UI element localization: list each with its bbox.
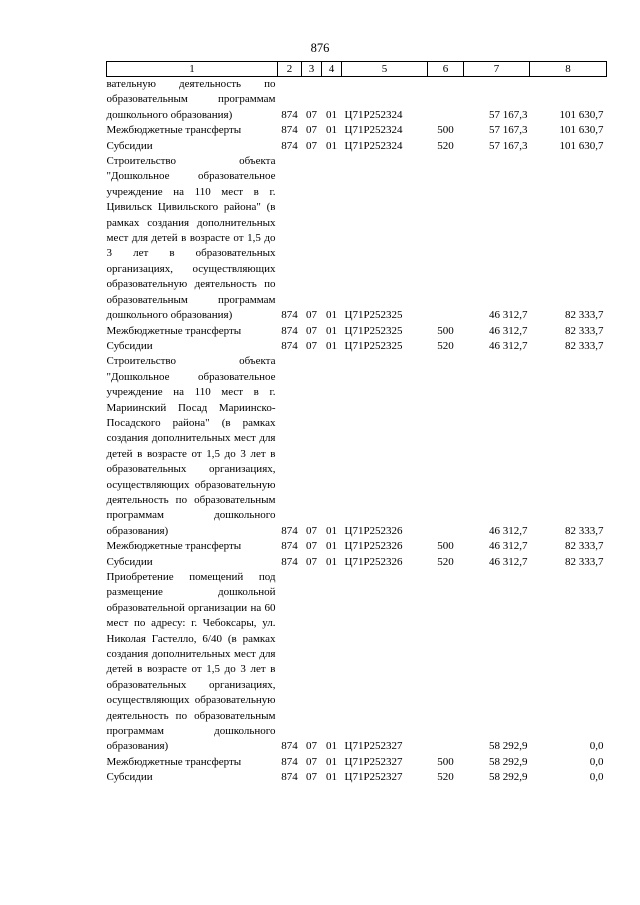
section-code: 07 bbox=[306, 324, 317, 337]
expense-type-code: 500 bbox=[437, 540, 454, 553]
amount-year-2: 0,0 bbox=[589, 740, 604, 753]
column-header: 3 bbox=[302, 62, 322, 77]
table-header-row bbox=[107, 62, 607, 77]
row-description: Строительство объекта "Дошкольное образовательное учреждение на 110 мест в г. Мариинский Посад Мариинско-Посадского района" (в рамках создания дополнительных мест для детей в возрасте от 1,5 до 3 лет в образовательных организациях, осуществляющих образовательную деятельность по образовательным программам дошкольного образования) bbox=[106, 355, 276, 537]
column-header: 4 bbox=[322, 62, 342, 77]
amount-year-2: 82 333,7 bbox=[565, 524, 604, 537]
section-code: 07 bbox=[306, 771, 317, 784]
ministry-code: 874 bbox=[281, 555, 298, 568]
amount-year-2: 0,0 bbox=[589, 771, 604, 784]
table-row bbox=[107, 755, 607, 770]
amount-year-1: 46 312,7 bbox=[489, 524, 528, 537]
row-description: Межбюджетные трансферты bbox=[106, 755, 242, 768]
section-code: 07 bbox=[306, 108, 317, 121]
subsection-code: 01 bbox=[326, 124, 337, 137]
amount-year-1: 46 312,7 bbox=[489, 309, 528, 322]
subsection-code: 01 bbox=[326, 555, 337, 568]
ministry-code: 874 bbox=[281, 524, 298, 537]
expense-type-code: 520 bbox=[437, 771, 454, 784]
subsection-code: 01 bbox=[326, 324, 337, 337]
subsection-code: 01 bbox=[326, 339, 337, 352]
target-article-code: Ц71P252325 bbox=[344, 309, 403, 322]
subsection-code: 01 bbox=[326, 524, 337, 537]
target-article-code: Ц71P252324 bbox=[344, 139, 403, 152]
table-row bbox=[107, 555, 607, 570]
amount-year-1: 58 292,9 bbox=[489, 771, 528, 784]
ministry-code: 874 bbox=[281, 139, 298, 152]
amount-year-1: 46 312,7 bbox=[489, 324, 528, 337]
target-article-code: Ц71P252325 bbox=[344, 324, 403, 337]
amount-year-2: 82 333,7 bbox=[565, 339, 604, 352]
amount-year-1: 57 167,3 bbox=[489, 139, 528, 152]
target-article-code: Ц71P252326 bbox=[344, 524, 403, 537]
ministry-code: 874 bbox=[281, 755, 298, 768]
subsection-code: 01 bbox=[326, 740, 337, 753]
column-header: 2 bbox=[278, 62, 302, 77]
target-article-code: Ц71P252324 bbox=[344, 108, 403, 121]
table-row bbox=[107, 570, 607, 755]
amount-year-2: 101 630,7 bbox=[559, 124, 604, 137]
amount-year-2: 82 333,7 bbox=[565, 540, 604, 553]
table-row bbox=[107, 77, 607, 124]
section-code: 07 bbox=[306, 555, 317, 568]
table-row bbox=[107, 154, 607, 323]
subsection-code: 01 bbox=[326, 108, 337, 121]
row-description: Межбюджетные трансферты bbox=[106, 324, 242, 337]
ministry-code: 874 bbox=[281, 124, 298, 137]
row-description: Субсидии bbox=[106, 771, 153, 784]
column-header: 1 bbox=[107, 62, 278, 77]
ministry-code: 874 bbox=[281, 324, 298, 337]
amount-year-1: 58 292,9 bbox=[489, 740, 528, 753]
amount-year-2: 82 333,7 bbox=[565, 324, 604, 337]
section-code: 07 bbox=[306, 139, 317, 152]
amount-year-2: 101 630,7 bbox=[559, 139, 604, 152]
row-description: Субсидии bbox=[106, 139, 153, 152]
subsection-code: 01 bbox=[326, 771, 337, 784]
target-article-code: Ц71P252325 bbox=[344, 339, 403, 352]
target-article-code: Ц71P252327 bbox=[344, 740, 403, 753]
section-code: 07 bbox=[306, 540, 317, 553]
table-row bbox=[107, 770, 607, 785]
amount-year-1: 46 312,7 bbox=[489, 540, 528, 553]
section-code: 07 bbox=[306, 124, 317, 137]
expense-type-code: 520 bbox=[437, 339, 454, 352]
column-header: 7 bbox=[464, 62, 530, 77]
column-header: 6 bbox=[428, 62, 464, 77]
expense-type-code bbox=[428, 77, 464, 124]
amount-year-1: 58 292,9 bbox=[489, 755, 528, 768]
section-code: 07 bbox=[306, 309, 317, 322]
section-code: 07 bbox=[306, 339, 317, 352]
column-header: 5 bbox=[342, 62, 428, 77]
row-description: Межбюджетные трансферты bbox=[106, 540, 242, 553]
expense-type-code bbox=[428, 354, 464, 539]
amount-year-1: 46 312,7 bbox=[489, 339, 528, 352]
row-description: Субсидии bbox=[106, 339, 153, 352]
section-code: 07 bbox=[306, 755, 317, 768]
budget-table bbox=[106, 61, 607, 786]
ministry-code: 874 bbox=[281, 771, 298, 784]
expense-type-code bbox=[428, 154, 464, 323]
table-body bbox=[107, 77, 607, 786]
row-description: Межбюджетные трансферты bbox=[106, 124, 242, 137]
subsection-code: 01 bbox=[326, 755, 337, 768]
table-row bbox=[107, 123, 607, 138]
amount-year-1: 57 167,3 bbox=[489, 124, 528, 137]
target-article-code: Ц71P252326 bbox=[344, 540, 403, 553]
row-description: вательную деятельность по образовательным программам дошкольного образования) bbox=[106, 78, 276, 121]
expense-type-code: 500 bbox=[437, 124, 454, 137]
subsection-code: 01 bbox=[326, 540, 337, 553]
ministry-code: 874 bbox=[281, 339, 298, 352]
expense-type-code: 500 bbox=[437, 324, 454, 337]
target-article-code: Ц71P252326 bbox=[344, 555, 403, 568]
subsection-code: 01 bbox=[326, 139, 337, 152]
amount-year-2: 101 630,7 bbox=[559, 108, 604, 121]
column-header: 8 bbox=[530, 62, 607, 77]
table-row bbox=[107, 354, 607, 539]
amount-year-1: 57 167,3 bbox=[489, 108, 528, 121]
row-description: Субсидии bbox=[106, 555, 153, 568]
row-description: Приобретение помещений под размещение дошкольной образовательной организации на 60 мест по адресу: г. Чебоксары, ул. Николая Гастелло, 6/40 (в рамках создания дополнительных мест для детей в возрасте от 1,5 до 3 лет в образовательных организациях, осуществляющих образовательную деятельность по образовательным программам дошкольного образования) bbox=[106, 571, 276, 753]
ministry-code: 874 bbox=[281, 540, 298, 553]
table-row bbox=[107, 539, 607, 554]
amount-year-2: 0,0 bbox=[589, 755, 604, 768]
expense-type-code: 500 bbox=[437, 755, 454, 768]
amount-year-1: 46 312,7 bbox=[489, 555, 528, 568]
target-article-code: Ц71P252327 bbox=[344, 755, 403, 768]
amount-year-2: 82 333,7 bbox=[565, 309, 604, 322]
amount-year-2: 82 333,7 bbox=[565, 555, 604, 568]
table-row bbox=[107, 139, 607, 154]
expense-type-code: 520 bbox=[437, 139, 454, 152]
table-row bbox=[107, 324, 607, 339]
target-article-code: Ц71P252327 bbox=[344, 771, 403, 784]
page-number: 876 bbox=[310, 41, 330, 55]
row-description: Строительство объекта "Дошкольное образовательное учреждение на 110 мест в г. Цивильск Цивильского района" (в рамках создания дополнительных мест для детей в возрасте от 1,5 до 3 лет в образовательных организациях, осуществляющих образовательную деятельность по образовательным программам дошкольного образования) bbox=[106, 155, 276, 322]
table-row bbox=[107, 339, 607, 354]
section-code: 07 bbox=[306, 740, 317, 753]
expense-type-code bbox=[428, 570, 464, 755]
ministry-code: 874 bbox=[281, 108, 298, 121]
subsection-code: 01 bbox=[326, 309, 337, 322]
ministry-code: 874 bbox=[281, 309, 298, 322]
section-code: 07 bbox=[306, 524, 317, 537]
target-article-code: Ц71P252324 bbox=[344, 124, 403, 137]
ministry-code: 874 bbox=[281, 740, 298, 753]
expense-type-code: 520 bbox=[437, 555, 454, 568]
